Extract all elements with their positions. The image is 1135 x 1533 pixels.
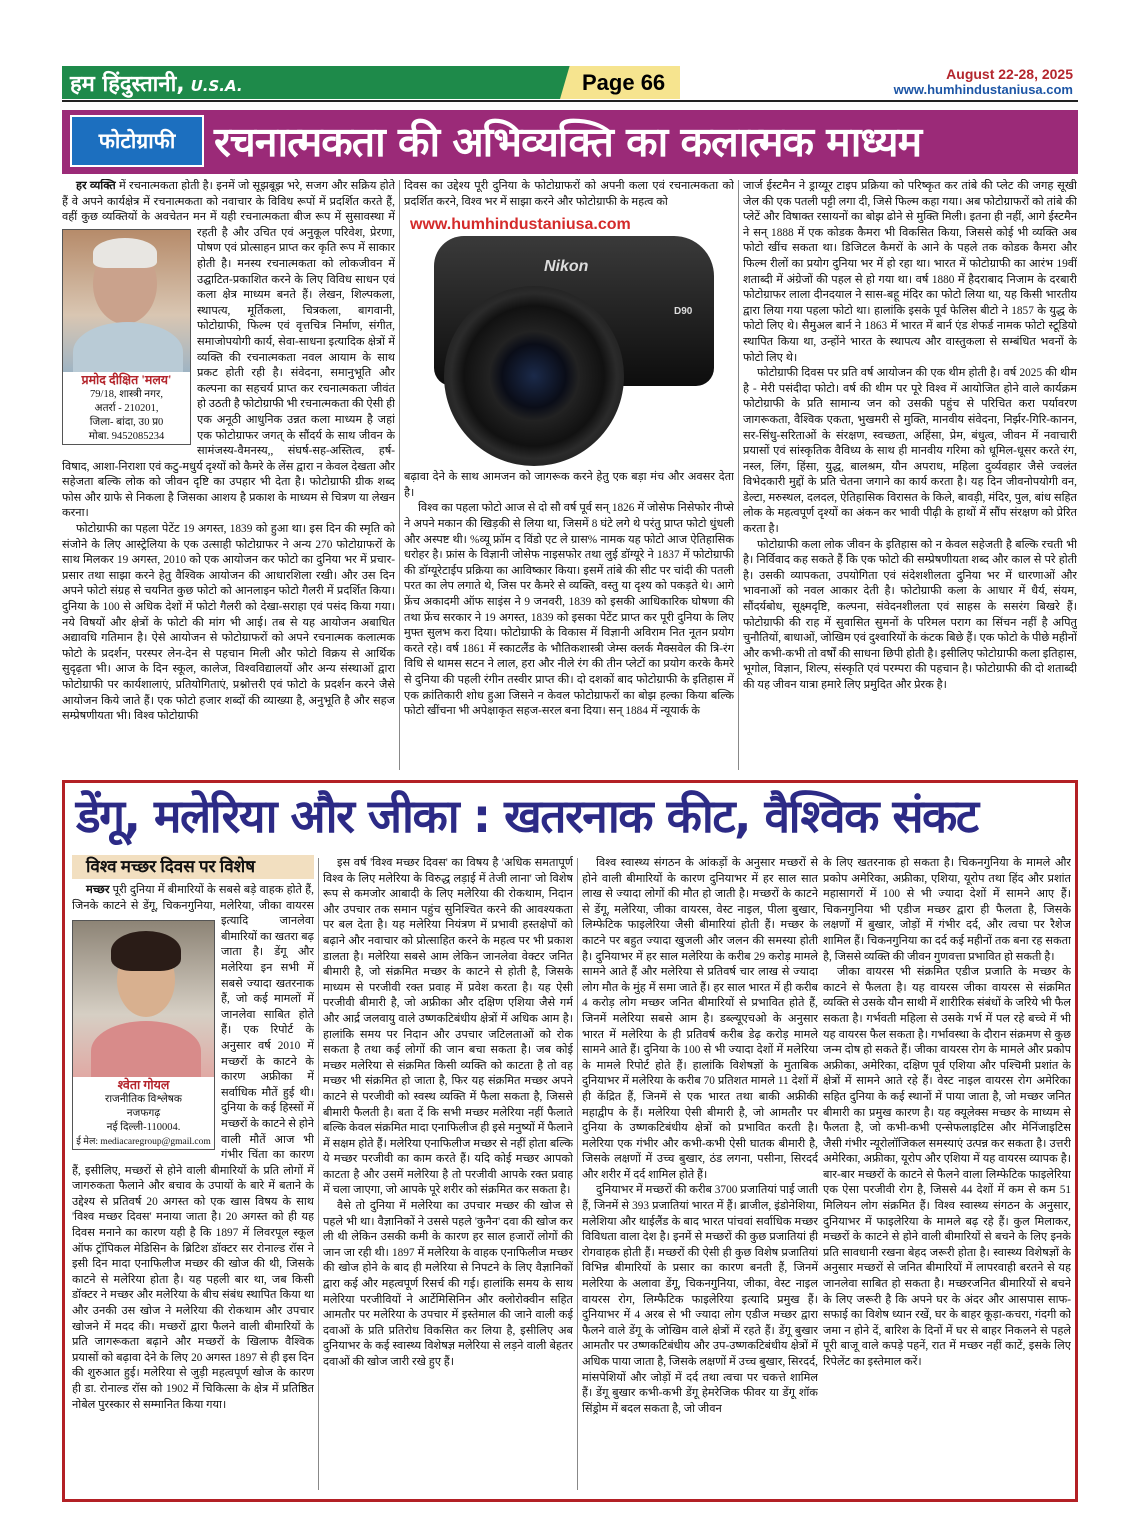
article2-column-3	[582, 856, 818, 1496]
paragraph: के लिए खतरनाक हो सकता है। चिकनगुनिया के मामले और प्रकोप अमेरिका, अफ्रीका, एशिया, यूरोप तथा हिंद और प्रशांत महासागरों में 100 से भी ज्यादा देशों में सामने आए हैं। चिकनगुनिया भी एडीज मच्छर द्वारा ही फैलता है, जिसके लक्षणों में बुखार, जोड़ों में गंभीर दर्द, और त्वचा पर रैशेज शामिल हैं। चिकनगुनिया का दर्द कई महीनों तक बना रह सकता है, जिससे व्यक्ति की जीवन गुणवत्ता प्रभावित हो सकती है।	[823, 857, 1071, 963]
paragraph: वैसे तो दुनिया में मलेरिया का उपचार मच्छर की खोज से पहले भी था। वैज्ञानिकों ने उससे पहले 'कुनैन' दवा की खोज कर ली थी लेकिन उसकी कमी के कारण हर साल हजारों लोगों की जान जा रही थी। 1897 में मलेरिया के वाहक एनाफिलीज मच्छर की खोज होने के बाद ही मलेरिया से निपटने के लिए वैज्ञानिकों द्वारा कई और महत्वपूर्ण रिसर्च की गई। हालांकि समय के साथ मलेरिया परजीवियों ने आर्टेमिसिनिन और क्लोरोक्वीन सहित आमतौर पर मलेरिया के उपचार में इस्तेमाल की जाने वाली कई दवाओं के प्रति प्रतिरोध विकसित कर लिया है, इसीलिए अब दुनियाभर के कई स्वास्थ्य विशेषज्ञ मलेरिया से लड़ने वाली बेहतर दवाओं की खोज जारी रखे हुए हैं।	[323, 1200, 573, 1368]
newspaper-country: U.S.A.	[190, 77, 243, 95]
masthead-divider	[62, 100, 1078, 102]
column-divider	[399, 180, 400, 770]
lead-words: हर व्यक्ति	[76, 180, 116, 192]
lead-words: मच्छर	[86, 884, 110, 896]
article1-column-3	[743, 179, 1077, 773]
author-city: नई दिल्ली-110004.	[106, 1122, 181, 1133]
author-photo-box	[62, 229, 191, 445]
paragraph: बढ़ावा देने के साथ आमजन को जागरूक करने हेतु एक बड़ा मंच और अवसर देता है।	[404, 471, 734, 499]
article1-headline: रचनात्मकता की अभिव्यक्ति का कलात्मक माध्यम	[214, 118, 922, 166]
paragraph: फोटोग्राफी का पहला पेटेंट 19 अगस्त, 1839 को हुआ था। इस दिन की स्मृति को संजोने के लिए आस्ट्रेलिया के एक उत्साही फोटोग्राफर ने अन्य 270 फोटोग्राफरों के साथ मिलकर 19 अगस्त, 2010 को एक आयोजन कर फोटो का दुनिया भर में प्रचार-प्रसार तथा साझा करने हेतु वैश्विक आयोजन की आधारशिला रखी। और उस दिन अपने फोटो संग्रह से चयनित कुछ फोटो को आनलाइन फोटो गैलरी में प्रदर्शित किया। दुनिया के 100 से अधिक देशों में फोटो गैलरी को देखा-सराहा एवं पसंद किया गया। नये विषयों और क्षेत्रों के फोटो की मांग भी आई। तब से यह आयोजन अबाधित अद्यावधि गतिमान है। ऐसे आयोजन से फोटोग्राफरों को अपने रचनात्मक कलात्मक फोटो के प्रदर्शन, परस्पर लेन-देन से पहचान मिली और फोटो विक्रय से आर्थिक सुदृढ़ता भी। आज के दिन स्कूल, कालेज, विश्वविद्यालयों और अन्य संस्थाओं द्वारा फोटोग्राफी पर कार्यशालाएं, प्रतियोगिताएं, प्रश्नोत्तरी एवं फोटो के प्रदर्शन करने जैसे आयोजन किये जाते हैं। एक फोटो हजार शब्दों की व्याख्या है, अनुभूति है और सहज सम्प्रेषणीयता भी। विश्व फोटोग्राफी	[62, 523, 395, 723]
camera-model: D90	[674, 306, 693, 318]
article2-column-1	[72, 855, 314, 1495]
article1-column-1	[62, 179, 395, 773]
newspaper-title: हम हिंदुस्तानी,	[70, 72, 185, 97]
article2-headline: डेंगू, मलेरिया और जीका : खतरनाक कीट, वैश्विक संकट	[76, 789, 978, 843]
article1-column-2	[404, 179, 734, 773]
paragraph: विश्व स्वास्थ्य संगठन के आंकड़ों के अनुसार मच्छरों से होने वाली बीमारियों के कारण दुनियाभर में हर साल सात लाख से ज्यादा लोगों की मौत हो जाती है। मच्छरों के काटने से डेंगू, मलेरिया, जीका वायरस, वेस्ट नाइल, पीला बुखार, लिम्फेटिक फाइलेरिया जैसी बीमारियां होती हैं। मच्छर के काटने पर बहुत ज्यादा खुजली और जलन की समस्या होती है। दुनियाभर में हर साल मलेरिया के करीब 29 करोड़ मामले सामने आते हैं और मलेरिया से प्रतिवर्ष चार लाख से ज्यादा लोग मौत के मुंह में समा जाते हैं। हर साल भारत में ही करीब 4 करोड़ लोग मच्छर जनित बीमारियों से प्रभावित होते हैं, जिनमें मलेरिया सबसे आम है। डब्ल्यूएचओ के अनुसार भारत में मलेरिया के ही प्रतिवर्ष करीब डेढ़ करोड़ मामले सामने आते हैं। दुनिया के 100 से भी ज्यादा देशों में मलेरिया के मामले रिपोर्ट होते हैं। हालांकि विशेषज्ञों के मुताबिक दुनियाभर में मलेरिया के करीब 70 प्रतिशत मामले 11 देशों में ही केंद्रित हैं, जिनमें से एक भारत तथा बाकी अफ्रीकी महाद्वीप के हैं। मलेरिया ऐसी बीमारी है, जो आमतौर पर दुनिया के उष्णकटिबंधीय क्षेत्रों को प्रभावित करती है। मलेरिया एक गंभीर और कभी-कभी ऐसी घातक बीमारी है, जिसके लक्षणों में उच्च बुखार, ठंड लगना, पसीना, सिरदर्द और शरीर में दर्द शामिल होते हैं।	[582, 857, 818, 1181]
author-photo	[63, 230, 190, 372]
paragraph: फोटोग्राफी कला लोक जीवन के इतिहास को न केवल सहेजती है बल्कि रचती भी है। निर्विवाद कह सकते हैं कि एक फोटो की सम्प्रेषणीयता शब्द और काल से परे होती है। उसकी व्यापकता, उपयोगिता एवं संदेशशीलता दुनिया भर में धारणाओं और भावनाओं को नवल आकार देती है। फोटोग्राफी कला के आधार में धैर्य, संयम, सौंदर्यबोध, सूक्ष्मदृष्टि, कल्पना, संवेदनशीलता एवं साहस के ससरंग बिखरे हैं। फोटोग्राफी की राह में सुवासित सुमनों के परिमल पराग का सिंचन नहीं है अपितु चुनौतियों, बाधाओं, जोखिम एवं दुश्वारियों के कंटक बिछे हैं। एक फोटो के पीछे महीनों और कभी-कभी तो वर्षों की साधना छिपी होती है। इसीलिए फोटोग्राफी कला इतिहास, भूगोल, विज्ञान, शिल्प, संस्कृति एवं परम्परा की पहचान है। फोटोग्राफी की दो शताब्दी की यह जीवन यात्रा हमारे लिए प्रमुदित और प्रेरक है।	[743, 538, 1077, 691]
author-address: जिला- बांदा, उ0 प्र0	[89, 417, 164, 428]
article2-column-2	[323, 856, 573, 1496]
section-label: फोटोग्राफी	[70, 115, 204, 167]
author-place: नजफगढ़	[126, 1108, 161, 1119]
page-number: Page 66	[582, 70, 666, 95]
author-address: 79/18, शास्त्री नगर,	[90, 389, 163, 400]
issue-date: August 22-28, 2025	[946, 66, 1073, 82]
camera-image	[404, 216, 734, 466]
author-name: श्वेता गोयल	[117, 1078, 170, 1092]
paragraph: फोटोग्राफी दिवस पर प्रति वर्ष आयोजन की एक थीम होती है। वर्ष 2025 की थीम है - मेरी पसंदीदा फोटो। वर्ष की थीम पर पूरे विश्व में आयोजित होने वाले कार्यक्रम फोटोग्राफी के प्रति सामान्य जन को उसकी पहुंच से परिचित करा पर्यावरण जागरूकता, वैश्विक एकता, भुखमरी से मुक्ति, मानवीय संवेदना, निर्झर-गिरि-कानन, सर-सिंधु-सरिताओं के संरक्षण, स्वच्छता, अहिंसा, प्रेम, बंधुत्व, जीवन में नवाचारी प्रयासों एवं सांस्कृतिक वैविध्य के साथ ही मानवीय गरिमा को धूमिल-धूसर करते रंग, नस्ल, लिंग, हिंसा, युद्ध, बालश्रम, यौन अपराध, महिला दुर्व्यवहार जैसे ज्वलंत विभेदकारी मुद्दों के प्रति चेतना जगाने का कार्य करता है। यह दिन जीवनोपयोगी वन, डेल्टा, मरुस्थल, दलदल, ऐतिहासिक विरासत के किले, बावड़ी, मंदिर, पुल, बांध सहित लोक के महत्वपूर्ण दृश्यों का अंकन कर भावी पीढ़ी के हाथों में सौंप संरक्षण को प्रेरित करता है।	[743, 367, 1077, 536]
author-email[interactable]: ई मेल: mediacaregroup@gmail.com	[76, 1137, 211, 1147]
camera-brand: Nikon	[544, 258, 589, 276]
column-divider	[318, 858, 319, 1490]
website-link[interactable]: www.humhindustaniusa.com	[893, 82, 1073, 97]
article2-column-4	[823, 856, 1071, 1496]
column-divider	[738, 180, 739, 770]
author-role: राजनीतिक विश्लेषक	[105, 1094, 182, 1105]
camera-lens	[444, 286, 624, 466]
author-photo	[73, 921, 214, 1077]
paragraph: जीका वायरस भी संक्रमित एडीज प्रजाति के मच्छर के काटने से फैलता है। यह वायरस जीका वायरस से संक्रमित व्यक्ति से उसके यौन साथी में शारीरिक संबंधों के जरिये भी फैल सकता है। गर्भवती महिला से उसके गर्भ में पल रहे बच्चे में भी यह वायरस फैल सकता है। गर्भावस्था के दौरान संक्रमण से कुछ जन्म दोष हो सकते हैं। जीका वायरस रोग के मामले और प्रकोप अफ्रीका, अमेरिका, दक्षिण पूर्व एशिया और पश्चिमी प्रशांत के क्षेत्रों में सामने आते रहे हैं। वेस्ट नाइल वायरस रोग अमेरिका सहित दुनिया के कई स्थानों में पाया जाता है, जो मच्छर जनित बीमारी का प्रमुख कारण है। यह क्यूलेक्स मच्छर के माध्यम से फैलता है, जो कभी-कभी एन्सेफलाइटिस और मेनिंजाइटिस जैसी गंभीर न्यूरोलॉजिकल समस्याएं उत्पन्न कर सकता है। उत्तरी अमेरिका, अफ्रीका, यूरोप और एशिया में यह वायरस व्यापक है। बार-बार मच्छरों के काटने से फैलने वाला लिम्फेटिक फाइलेरिया एक ऐसा परजीवी रोग है, जिससे 44 देशों में कम से कम 51 मिलियन लोग संक्रमित हैं। विश्व स्वास्थ्य संगठन के अनुसार, दुनियाभर में फाइलेरिया के मामले बढ़ रहे हैं। कुल मिलाकर, मच्छरों के काटने से होने वाली बीमारियों से बचने के लिए इनके प्रति सावधानी रखना बेहद जरूरी होता है। स्वास्थ्य विशेषज्ञों के अनुसार मच्छरों से जनित बीमारियों में लापरवाही बरतने से यह जानलेवा साबित हो सकता है। मच्छरजनित बीमारियों से बचने के लिए जरूरी है कि अपने घर के अंदर और आसपास साफ-सफाई का विशेष ध्यान रखें, घर के बाहर कूड़ा-कचरा, गंदगी को जमा न होने दें, बारिश के दिनों में घर से बाहर निकलने से पहले पूरी बाजू वाले कपड़े पहनें, रात में मच्छर नहीं काटें, इसके लिए रिपेलेंट का इस्तेमाल करें।	[823, 966, 1071, 1368]
image-watermark: www.humhindustaniusa.com	[410, 216, 631, 234]
author-address: अतर्रा - 210201,	[94, 403, 159, 414]
paragraph: दिवस का उद्देश्य पूरी दुनिया के फोटोग्राफरों को अपनी कला एवं रचनात्मकता को प्रदर्शित करने, विश्व भर में साझा करने और फोटोग्राफी के महत्व को	[404, 180, 734, 208]
paragraph: जार्ज ईस्टमैन ने ड्राय्यूर टाइप प्रक्रिया को परिष्कृत कर तांबे की प्लेट की जगह सूखी जेल की एक पतली पट्टी लगा दी, जिसे फिल्म कहा गया। अब फोटोग्राफरों को तांबे की प्लेटें और विषाक्त रसायनों का बोझ ढोने से मुक्ति मिली। इतना ही नहीं, आगे ईस्टमैन ने सन् 1888 में एक कोडक कैमरा भी विकसित किया, जिससे कोई भी व्यक्ति अब फोटो खींच सकता था। डिजिटल कैमरों के आने के पहले तक कोडक कैमरा और फिल्म रीलों का प्रयोग दुनिया भर में हो रहा था। भारत में फोटोग्राफी का आरंभ 19वीं शताब्दी में अंग्रेजों की पहल से हो गया था। वर्ष 1880 में हैदराबाद निजाम के दरबारी फोटोग्राफर लाला दीनदयाल ने सास-बहू मंदिर का फोटो लिया था, यह किसी भारतीय द्वारा लिया गया पहला फोटो था। हालांकि इसके पूर्व फेलिस बीटो ने 1857 के युद्ध के फोटो लिए थे। सैमुअल बार्न ने 1863 में भारत में बार्न एंड शेफर्ड नामक फोटो स्टूडियो स्थापित किया था, उन्होंने भारत के स्थापत्य और वास्तुकला से सम्बंधित भवनों के फोटो लिए थे।	[743, 180, 1077, 364]
paragraph: पूरी दुनिया में बीमारियों के सबसे बड़े वाहक होते हैं, जिनके काटने से डेंगू, चिकनगुनिया, मलेरिया, जीका वायरस इत्यादि जानलेवा बीमारियों का खतरा बढ़ जाता है। डेंगू और मलेरिया इन सभी में सबसे ज्यादा खतरनाक हैं, जो कई मामलों में जानलेवा साबित होते हैं। एक रिपोर्ट के अनुसार वर्ष 2010 में मच्छरों के काटने के कारण अफ्रीका में सर्वाधिक मौतें हुई थी। दुनिया के कई हिस्सों में मच्छरों के काटने से होने वाली मौतें आज भी गंभीर चिंता का कारण हैं, इसीलिए, मच्छरों से होने वाली बीमारियों के प्रति लोगों में जागरुकता फैलाने और बचाव के उपायों के बारे में बताने के उद्देश्य से प्रतिवर्ष 20 अगस्त को एक खास विषय के साथ 'विश्व मच्छर दिवस' मनाया जाता है। 20 अगस्त को ही यह दिवस मनाने का कारण यही है कि 1897 में लिवरपूल स्कूल ऑफ ट्रॉपिकल मेडिसिन के ब्रिटिश डॉक्टर सर रोनाल्ड रॉस ने इसी दिन मादा एनाफिलीज मच्छर की खोज की थी, जिसके काटने से मलेरिया होता है। यह पहली बार था, जब किसी डॉक्टर ने मच्छर और मलेरिया के बीच संबंध स्थापित किया था और उनकी उस खोज ने मलेरिया की रोकथाम और उपचार खोजने में मदद की। मच्छरों द्वारा फैलने वाली बीमारियों के प्रति जागरूकता बढ़ाने और मच्छरों के खिलाफ वैश्विक प्रयासों को बढ़ावा देने के लिए 20 अगस्त 1897 से ही इस दिन की शुरुआत हुई। मलेरिया से जुड़ी महत्वपूर्ण खोज के कारण ही डा. रोनाल्ड रॉस को 1902 में चिकित्सा के क्षेत्र में प्रतिष्ठित नोबेल पुरस्कार से सम्मानित किया गया।	[72, 884, 314, 1411]
author-photo-box	[72, 920, 215, 1150]
author-name: प्रमोद दीक्षित 'मलय'	[81, 373, 172, 387]
author-phone: मोबा. 9452085234	[88, 431, 165, 442]
paragraph: इस वर्ष 'विश्व मच्छर दिवस' का विषय है 'अधिक समतापूर्ण विश्व के लिए मलेरिया के विरुद्ध लड़ाई में तेजी लाना' जो विशेष रूप से कमजोर आबादी के लिए मलेरिया की रोकथाम, निदान और उपचार तक समान पहुंच सुनिश्चित करने की आवश्यकता पर बल देता है। यह मलेरिया नियंत्रण में प्रभावी हस्तक्षेपों को बढ़ाने और नवाचार को प्रोत्साहित करने के महत्व पर भी प्रकाश डालता है। मलेरिया सबसे आम लेकिन जानलेवा वेक्टर जनित बीमारी है, जो संक्रमित मच्छर के काटने से होती है, जिसके माध्यम से परजीवी रक्त प्रवाह में प्रवेश करता है। यह ऐसी परजीवी बीमारी है, जो अफ्रीका और दक्षिण एशिया जैसे गर्म और आर्द्र जलवायु वाले उष्णकटिबंधीय क्षेत्रों में अधिक आम है। हालांकि समय पर निदान और उपचार जटिलताओं को रोक सकता है तथा कई लोगों की जान बचा सकता है। जब कोई मच्छर मलेरिया से संक्रमित किसी व्यक्ति को काटता है तो वह मच्छर भी संक्रमित हो जाता है, फिर यह संक्रमित मच्छर अपने काटने से परजीवी को स्वस्थ व्यक्ति में फैला सकता है, जिससे बीमारी फैलती है। बता दें कि सभी मच्छर मलेरिया नहीं फैलाते बल्कि केवल संक्रमित मादा एनाफिलीज ही इसे मनुष्यों में फैलाने में सक्षम होते हैं। मलेरिया एनाफिलीज मच्छर से नहीं होता बल्कि ये मच्छर परजीवी का काम करते हैं। यदि कोई मच्छर आपको काटता है और उसमें मलेरिया है तो परजीवी आपके रक्त प्रवाह में चला जाएगा, जो आपके पूरे शरीर को संक्रमित कर सकता है।	[323, 857, 573, 1197]
newspaper-name	[70, 68, 243, 98]
paragraph: दुनियाभर में मच्छरों की करीब 3700 प्रजातियां पाई जाती हैं, जिनमें से 393 प्रजातियां भारत में हैं। ब्राजील, इंडोनेशिया, मलेशिया और थाईलैंड के बाद भारत पांचवां सर्वाधिक मच्छर विविधता वाला देश है। इनमें से मच्छरों की कुछ प्रजातियां ही रोगवाहक होती हैं। मच्छरों की ऐसी ही कुछ विशेष प्रजातियां विभिन्न बीमारियों के प्रसार का कारण बनती हैं, जिनमें मलेरिया के अलावा डेंगू, चिकनगुनिया, जीका, वेस्ट नाइल वायरस रोग, लिम्फैटिक फाइलेरिया इत्यादि प्रमुख हैं। दुनियाभर में 4 अरब से भी ज्यादा लोग एडीज मच्छर द्वारा फैलने वाले डेंगू के जोखिम वाले क्षेत्रों में रहते हैं। डेंगू बुखार आमतौर पर उष्णकटिबंधीय और उप-उष्णकटिबंधीय क्षेत्रों में अधिक पाया जाता है, जिसके लक्षणों में उच्च बुखार, सिरदर्द, मांसपेशियों और जोड़ों में दर्द तथा त्वचा पर चकत्ते शामिल हैं। डेंगू बुखार कभी-कभी डेंगू हेमरेजिक फीवर या डेंगू शॉक सिंड्रोम में बदल सकता है, जो जीवन	[582, 1184, 818, 1415]
article-kicker: विश्व मच्छर दिवस पर विशेष	[72, 855, 314, 879]
paragraph: विश्व का पहला फोटो आज से दो सौ वर्ष पूर्व सन् 1826 में जोसेफ निसेफोर नीप्से ने अपने मकान की खिड़की से लिया था, जिसमें 8 घंटे लगे थे परंतु प्राप्त फोटो धुंधली और अस्पष्ट थी। %व्यू फ्रॉम द विंडो एट ले ग्रास% नामक यह फोटो आज ऐतिहासिक धरोहर है। फ्रांस के विज्ञानी जोसेफ नाइसफोर तथा लुई डॉग्यूरे ने 1837 में फोटोग्राफी की डॉग्यूरेटाईप प्रक्रिया का आविष्कार किया। इसमें तांबे की सीट पर चांदी की पतली परत का लेप लगाते थे, जिस पर कैमरे से व्यक्ति, वस्तु या दृश्य को पकड़ते थे। आगे फ्रेंच अकादमी ऑफ साइंस ने 9 जनवरी, 1839 को इसकी आधिकारिक घोषणा की तथा फ्रेंच सरकार ने 19 अगस्त, 1839 को इसका पेटेंट प्राप्त कर पूरी दुनिया के लिए मुफ्त सुलभ करा दिया। फोटोग्राफी के विकास में विज्ञानी अविराम नित नूतन प्रयोग करते रहे। वर्ष 1861 में स्काटलैंड के भौतिकशास्त्री जेम्स क्लर्क मैक्सवेल की त्रि-रंग विधि से थामस सटन ने लाल, हरा और नीले रंग की तीन प्लेटों का प्रयोग करके कैमरे से दुनिया की पहली रंगीन तस्वीर प्राप्त की। दो दशकों बाद फोटोग्राफी के इतिहास में एक क्रांतिकारी शोध हुआ जिसने न केवल फोटोग्राफरों का बोझ हल्का किया बल्कि फोटो खींचना भी अपेक्षाकृत सहज-सरल बना दिया। सन् 1884 में न्यूयार्क के	[404, 502, 734, 718]
column-divider	[577, 858, 578, 1490]
paragraph: में रचनात्मकता होती है। इनमें जो सूझबूझ भरे, सजग और सक्रिय होते हैं वे अपने कार्यक्षेत्र में रचनात्मकता को नवाचार के विविध रूपों में प्रदर्शित करते हैं, वहीं कुछ व्यक्तियों के अवचेतन मन में यही रचनात्मकता बीज रूप में सुसावस्था में रहती है और उचित एवं अनुकूल परिवेश, प्रेरणा, पोषण एवं प्रोत्साहन प्राप्त कर कृति रूप में साकार होती है। मनस्य रचनात्मकता को लोकजीवन में उद्घाटित-प्रकाशित करने के लिए विविध साधन एवं कला क्षेत्र माध्यम बनते हैं। लेखन, शिल्पकला, स्थापत्य, मूर्तिकला, चित्रकला, बागवानी, फोटोग्राफी, फिल्म एवं वृत्तचित्र निर्माण, संगीत, समाजोपयोगी कार्य, सेवा-साधना इत्यादिक क्षेत्रों में व्यक्ति की रचनात्मकता नवल आयाम के साथ प्रकट होती रही है। संवेदना, समानुभूति और कल्पना का सहचर्य प्राप्त कर रचनात्मकता जीवंत हो उठती है फोटोग्राफी भी रचनात्मकता की ऐसी ही एक अनूठी आधुनिक उन्नत कला माध्यम है जहां एक फोटोग्राफर जगत् के सौंदर्य के साथ जीवन के सामंजस्य-वैमनस्य,, संघर्ष-सह-अस्तित्व, हर्ष-विषाद, आशा-निराशा एवं कटु-मधुर्य दृश्यों को कैमरे के लेंस द्वारा न केवल देखता और सहेजता बल्कि लोक को जीवन दृष्टि का उपहार भी देता है। फोटोग्राफी ग्रीक शब्द फोस और ग्राफे से निकला है जिसका आशय है प्रकाश के माध्यम से चित्रण या लेखन करना।	[62, 180, 395, 520]
